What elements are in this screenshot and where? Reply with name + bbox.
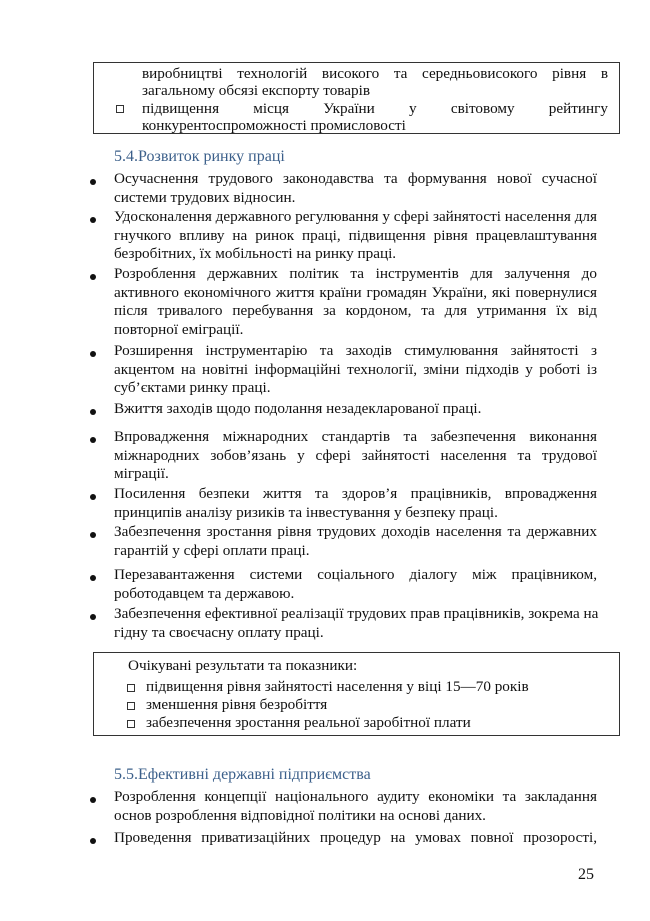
box-line: підвищення місця України у світовому рейтингу (142, 100, 608, 117)
list-item: Розроблення концепції національного аудиту економіки та закладання основ розроблення відповідної політики на основі даних. (114, 788, 597, 824)
box-line: загальному обсязі експорту товарів (142, 82, 370, 99)
bullet-icon (90, 575, 96, 581)
expected-item: підвищення рівня зайнятості населення у віці 15—70 років (146, 678, 529, 695)
list-item: Забезпечення ефективної реалізації трудових прав працівників, зокрема на гідну та своєчасну оплату праці. (114, 605, 599, 641)
list-item: Забезпечення зростання рівня трудових доходів населення та державних гарантій у сфері оплати праці. (114, 523, 597, 559)
bullet-icon (90, 179, 96, 185)
checkbox-square-icon (127, 684, 135, 692)
bullet-icon (90, 274, 96, 280)
list-item: Впровадження міжнародних стандартів та забезпечення виконання міжнародних зобов’язань у сфері зайнятості населення та трудової міграції. (114, 428, 597, 482)
box-line: конкурентоспроможності промисловості (142, 117, 406, 134)
checkbox-square-icon (127, 702, 135, 710)
section-heading-5-4: 5.4.Розвиток ринку праці (114, 148, 285, 165)
bullet-icon (90, 351, 96, 357)
box-line: виробництві технологій високого та середньовисокого рівня в (142, 65, 608, 82)
bullet-icon (90, 437, 96, 443)
expected-item: зменшення рівня безробіття (146, 696, 328, 713)
bullet-icon (90, 494, 96, 500)
checkbox-square-icon (127, 720, 135, 728)
bullet-icon (90, 409, 96, 415)
bullet-icon (90, 614, 96, 620)
checkbox-square-icon (116, 105, 124, 113)
list-item: Розширення інструментарію та заходів стимулювання зайнятості з акцентом на новітні інформаційні технології, зміни підходів у роботі із суб’єктами ринку праці. (114, 342, 597, 396)
list-item: Проведення приватизаційних процедур на умовах повної прозорості, (114, 829, 597, 846)
bullet-icon (90, 838, 96, 844)
list-item: Осучаснення трудового законодавства та формування нової сучасної системи трудових відносин. (114, 170, 597, 206)
section-heading-5-5: 5.5.Ефективні державні підприємства (114, 766, 371, 783)
bullet-icon (90, 532, 96, 538)
expected-results-title: Очікувані результати та показники: (128, 657, 358, 674)
bullet-icon (90, 797, 96, 803)
expected-item: забезпечення зростання реальної заробітної плати (146, 714, 471, 731)
bullet-icon (90, 217, 96, 223)
list-item: Посилення безпеки життя та здоров’я працівників, впровадження принципів аналізу ризиків та інвестування у безпеку праці. (114, 485, 597, 521)
page-number: 25 (578, 866, 594, 883)
list-item: Вжиття заходів щодо подолання незадекларованої праці. (114, 400, 482, 417)
list-item: Перезавантаження системи соціального діалогу між працівником, роботодавцем та державою. (114, 566, 597, 602)
list-item: Удосконалення державного регулювання у сфері зайнятості населення для гнучкого впливу на ринок праці, підвищення рівня працевлаштування безробітних, їх мобільності на ринку праці. (114, 208, 597, 262)
list-item: Розроблення державних політик та інструментів для залучення до активного економічного життя країни громадян України, які повернулися після тривалого перебування за кордоном, та для утримання їх від повторної еміграції. (114, 265, 597, 338)
indicators-box-top (93, 62, 620, 134)
